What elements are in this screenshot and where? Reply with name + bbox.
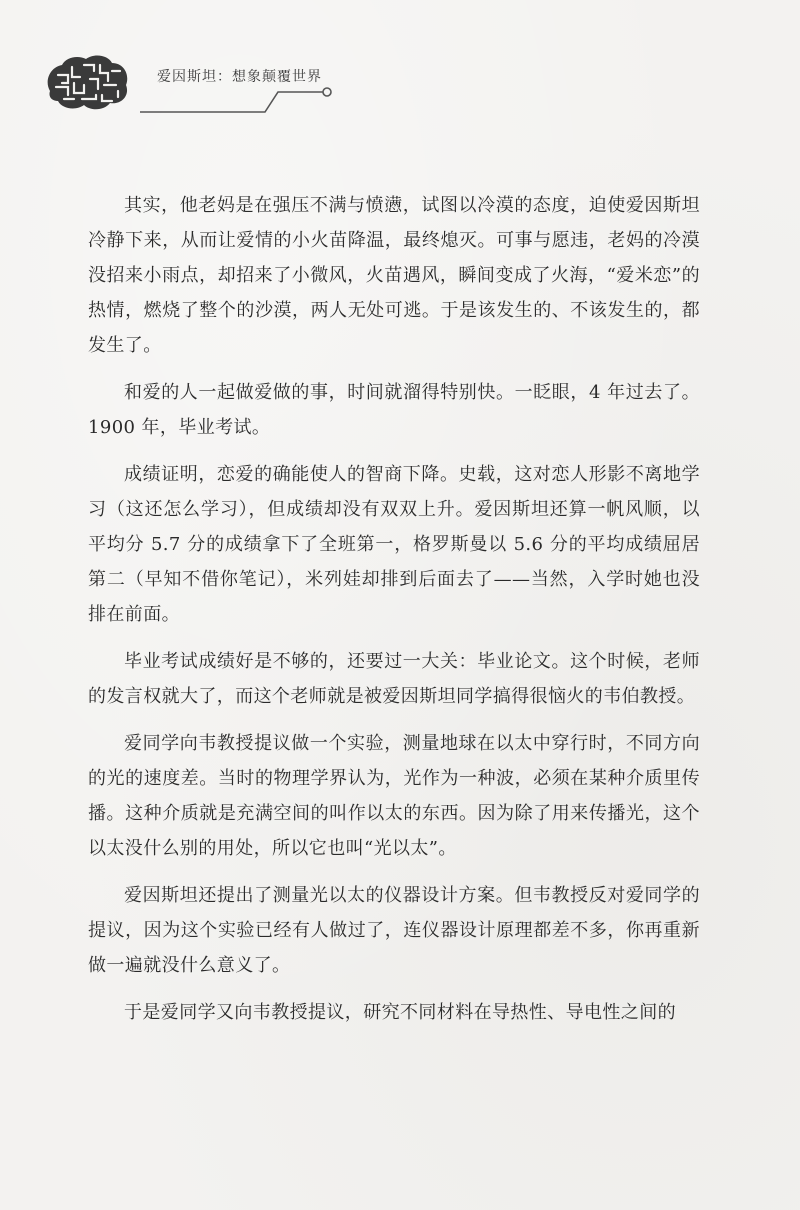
paragraph: 爱同学向韦教授提议做一个实验，测量地球在以太中穿行时，不同方向的光的速度差。当时的物理学界认为，光作为一种波，必须在某种介质里传播。这种介质就是充满空间的叫作以太的东西。因为除了用来传播光，这个以太没什么别的用处，所以它也叫“光以太”。 bbox=[88, 733, 700, 859]
brain-maze-icon bbox=[42, 53, 132, 113]
paragraph: 其实，他老妈是在强压不满与愤懑，试图以冷漠的态度，迫使爱因斯坦冷静下来，从而让爱情的小火苗降温，最终熄灭。可事与愿违，老妈的冷漠没招来小雨点，却招来了小微风，火苗遇风，瞬间变成了火海，“爱米恋”的热情，燃烧了整个的沙漠，两人无处可逃。于是该发生的、不该发生的，都发生了。 bbox=[88, 195, 700, 356]
paragraph: 毕业考试成绩好是不够的，还要过一大关：毕业论文。这个时候，老师的发言权就大了，而这个老师就是被爱因斯坦同学搞得很恼火的韦伯教授。 bbox=[88, 651, 700, 707]
paragraph: 成绩证明，恋爱的确能使人的智商下降。史载，这对恋人形影不离地学习（这还怎么学习），但成绩却没有双双上升。爱因斯坦还算一帆风顺，以平均分 5.7 分的成绩拿下了全班第一，格罗斯曼以 5.6 分的平均成绩屈居第二（早知不借你笔记），米列娃却排到后面去了——当然，入学时她也没排在前面。 bbox=[88, 464, 700, 625]
body-text bbox=[88, 188, 700, 1042]
paragraph: 于是爱同学又向韦教授提议，研究不同材料在导热性、导电性之间的 bbox=[124, 1002, 676, 1023]
paragraph: 和爱的人一起做爱做的事，时间就溜得特别快。一眨眼，4 年过去了。1900 年，毕业考试。 bbox=[88, 382, 700, 438]
paragraph: 爱因斯坦还提出了测量光以太的仪器设计方案。但韦教授反对爱同学的提议，因为这个实验已经有人做过了，连仪器设计原理都差不多，你再重新做一遍就没什么意义了。 bbox=[88, 885, 700, 976]
page-header bbox=[0, 0, 800, 140]
running-title: 爱因斯坦：想象颠覆世界 bbox=[157, 69, 322, 85]
